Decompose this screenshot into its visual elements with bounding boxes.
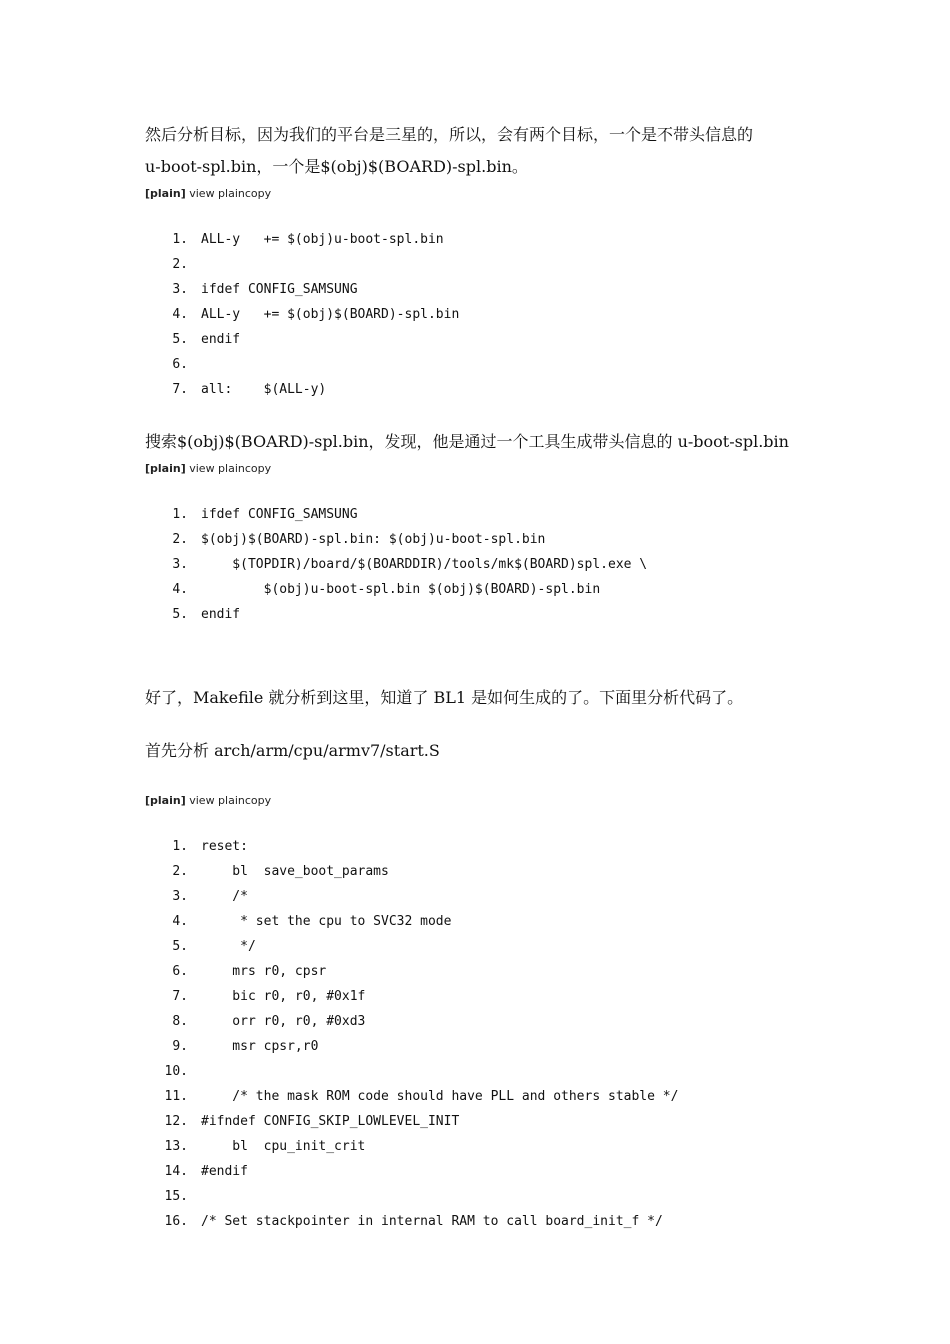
line-number: 7. <box>172 382 188 397</box>
plain-label: [plain] <box>145 794 186 807</box>
code-text: all: $(ALL-y) <box>201 382 327 397</box>
line-number: 3. <box>172 889 188 904</box>
line-number: 2. <box>172 257 188 272</box>
code-text: bl cpu_init_crit <box>201 1139 366 1154</box>
plain-label: [plain] <box>145 462 186 475</box>
line-number: 16. <box>164 1214 188 1229</box>
code-text: $(obj)u-boot-spl.bin $(obj)$(BOARD)-spl.bin <box>201 582 601 597</box>
search-paragraph: 搜索$(obj)$(BOARD)-spl.bin，发现，他是通过一个工具生成带头信息的 u-boot-spl.bin <box>145 432 789 451</box>
view-plaincopy-link[interactable]: view plaincopy <box>189 794 272 807</box>
line-number: 13. <box>164 1139 188 1154</box>
code-text: #endif <box>201 1164 248 1179</box>
line-number: 1. <box>172 232 188 247</box>
makefile-paragraph: 好了，Makefile 就分析到这里，知道了 BL1 是如何生成的了。下面里分析代码了。 <box>145 688 744 707</box>
code-toolbar-1 <box>145 187 271 201</box>
code-text: #ifndef CONFIG_SKIP_LOWLEVEL_INIT <box>201 1114 460 1129</box>
line-number: 8. <box>172 1014 188 1029</box>
line-number: 14. <box>164 1164 188 1179</box>
line-number: 3. <box>172 557 188 572</box>
line-number: 3. <box>172 282 188 297</box>
code-text: bic r0, r0, #0x1f <box>201 989 366 1004</box>
line-number: 12. <box>164 1114 188 1129</box>
line-number: 4. <box>172 582 188 597</box>
plain-label: [plain] <box>145 187 186 200</box>
code-text: reset: <box>201 839 248 854</box>
line-number: 2. <box>172 864 188 879</box>
code-text: endif <box>201 607 241 622</box>
code-toolbar-2 <box>145 462 271 476</box>
line-number: 15. <box>164 1189 188 1204</box>
code-text: $(TOPDIR)/board/$(BOARDDIR)/tools/mk$(BOARD)spl.exe \ <box>201 557 648 572</box>
code-text: $(obj)$(BOARD)-spl.bin: $(obj)u-boot-spl.bin <box>201 532 546 547</box>
line-number: 5. <box>172 607 188 622</box>
line-number: 2. <box>172 532 188 547</box>
code-text: bl save_boot_params <box>201 864 389 879</box>
line-number: 7. <box>172 989 188 1004</box>
code-text: * set the cpu to SVC32 mode <box>201 914 452 929</box>
code-text: ALL-y += $(obj)$(BOARD)-spl.bin <box>201 307 460 322</box>
intro-line-2: u-boot-spl.bin，一个是$(obj)$(BOARD)-spl.bin。 <box>145 157 528 176</box>
code-text: */ <box>201 939 256 954</box>
code-text: endif <box>201 332 241 347</box>
code-text: orr r0, r0, #0xd3 <box>201 1014 366 1029</box>
code-text: /* <box>201 889 248 904</box>
code-text: msr cpsr,r0 <box>201 1039 319 1054</box>
code-text: ifdef CONFIG_SAMSUNG <box>201 282 358 297</box>
line-number: 5. <box>172 332 188 347</box>
code-toolbar-3 <box>145 794 271 808</box>
line-number: 1. <box>172 507 188 522</box>
line-number: 4. <box>172 914 188 929</box>
line-number: 10. <box>164 1064 188 1079</box>
code-text: ifdef CONFIG_SAMSUNG <box>201 507 358 522</box>
line-number: 5. <box>172 939 188 954</box>
code-text: mrs r0, cpsr <box>201 964 327 979</box>
line-number: 6. <box>172 964 188 979</box>
line-number: 6. <box>172 357 188 372</box>
line-number: 1. <box>172 839 188 854</box>
view-plaincopy-link[interactable]: view plaincopy <box>189 187 272 200</box>
code-text: /* Set stackpointer in internal RAM to call board_init_f */ <box>201 1214 663 1229</box>
line-number: 11. <box>164 1089 188 1104</box>
code-text: ALL-y += $(obj)u-boot-spl.bin <box>201 232 444 247</box>
intro-line-1: 然后分析目标，因为我们的平台是三星的，所以，会有两个目标，一个是不带头信息的 <box>145 125 754 144</box>
view-plaincopy-link[interactable]: view plaincopy <box>189 462 272 475</box>
line-number: 4. <box>172 307 188 322</box>
start-s-paragraph: 首先分析 arch/arm/cpu/armv7/start.S <box>145 741 440 760</box>
line-number: 9. <box>172 1039 188 1054</box>
code-text: /* the mask ROM code should have PLL and others stable */ <box>201 1089 679 1104</box>
